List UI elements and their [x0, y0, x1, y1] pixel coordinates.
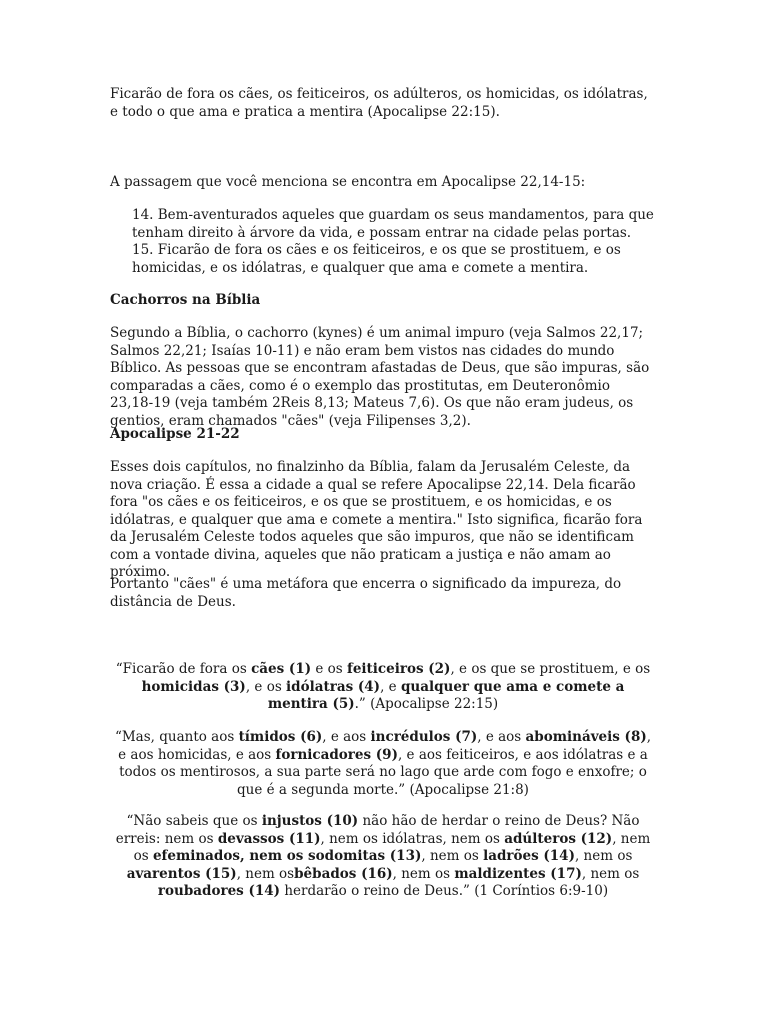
conclusion-paragraph: Portanto "cães" é uma metáfora que encerra o significado da impureza, do distância de Deus.	[110, 576, 622, 610]
quote-text: , nem os	[392, 865, 455, 882]
quote-emphasis: cães (1)	[251, 661, 312, 677]
quote-emphasis: efeminados, nem os sodomitas (13)	[152, 848, 422, 864]
quote-text: “Mas, quanto aos	[114, 729, 239, 745]
quote-emphasis: qualquer que ama e comete a mentira (5)	[267, 678, 625, 712]
quote-emphasis: ladrões (14)	[483, 848, 575, 864]
quote-emphasis: avarentos (15)	[126, 865, 237, 882]
section-title-cachorros: Cachorros na Bíblia	[110, 292, 261, 308]
quote-emphasis: devassos (11)	[217, 830, 321, 847]
quote-text: , e os que se prostituem, e os	[450, 661, 651, 677]
quote-text: , e	[380, 678, 401, 695]
quote-text: , nem os	[581, 865, 640, 882]
quote-emphasis: roubadores (14)	[157, 883, 281, 899]
quote-emphasis: bêbados (16)	[294, 865, 393, 882]
quote-text: não hão de herdar o reino de Deus? Não erreis: nem os	[115, 813, 640, 847]
verse-14: 14. Bem-aventurados aqueles que guardam os seus mandamentos, para que tenham direito à árvore da vida, e possam entrar na cidade pelas portas.	[132, 207, 654, 241]
quote-text: , nem os idólatras, nem os	[320, 830, 505, 847]
quote-emphasis: adúlteros (12)	[504, 830, 613, 847]
quote-apocalipse-21-8	[110, 729, 656, 799]
quote-text: , e os	[245, 678, 287, 695]
passage-intro: A passagem que você menciona se encontra em Apocalipse 22,14-15:	[110, 174, 586, 190]
section-body-cachorros: Segundo a Bíblia, o cachorro (kynes) é um animal impuro (veja Salmos 22,17; Salmos 22,21; Isaías 10-11) e não eram bem vistos nas cidades do mundo Bíblico. As pessoas que se encontram afastadas de Deus, que são impuras, são comparadas a cães, como é o exemplo das prostitutas, em Deuteronômio 23,18-19 (veja também 2Reis 8,13; Mateus 7,6). Os que não eram judeus, os gentios, eram chamados "cães" (veja Filipenses 3,2).	[110, 325, 650, 429]
quote-emphasis: feiticeiros (2)	[347, 661, 451, 677]
quote-text: , e aos feiticeiros, e aos idólatras e a todos os mentirosos, a sua parte será no lago que arde com fogo e enxofre; o que é a segunda morte.” (Apocalipse 21:8)	[119, 746, 648, 798]
quote-text: “Ficarão de fora os	[115, 661, 252, 677]
quote-emphasis: tímidos (6)	[238, 729, 323, 745]
quote-text: , nem os	[421, 848, 484, 864]
quote-emphasis: maldizentes (17)	[454, 865, 582, 882]
quote-text: e os	[311, 661, 348, 677]
intro-paragraph: Ficarão de fora os cães, os feiticeiros, os adúlteros, os homicidas, os idólatras, e todo o que ama e pratica a mentira (Apocalipse 22:15).	[110, 86, 648, 120]
quote-text: “Não sabeis que os	[126, 813, 262, 829]
quote-emphasis: idólatras (4)	[286, 678, 381, 695]
quote-text: , e aos	[477, 729, 526, 745]
quote-emphasis: injustos (10)	[261, 813, 359, 829]
verse-15: 15. Ficarão de fora os cães e os feiticeiros, e os que se prostituem, e os homicidas, e os idólatras, e qualquer que ama e comete a mentira.	[132, 242, 621, 276]
section-body-apocalipse: Esses dois capítulos, no finalzinho da Bíblia, falam da Jerusalém Celeste, da nova criação. É essa a cidade a qual se refere Apocalipse 22,14. Dela ficarão fora "os cães e os feiticeiros, e os que se prostituem, e os homicidas, e os idólatras, e qualquer que ama e comete a mentira." Isto significa, ficarão fora da Jerusalém Celeste todos aqueles que são impuros, que não se identificam com a vontade divina, aqueles que não praticam a justiça e não amam ao próximo.	[110, 459, 643, 580]
quote-text: , e aos	[322, 729, 371, 745]
quote-text: , nem os	[133, 830, 651, 864]
section-title-apocalipse: Apocalipse 21-22	[110, 426, 240, 442]
quote-apocalipse-22-15	[110, 661, 656, 714]
verse-list	[132, 207, 656, 277]
quote-text: herdarão o reino de Deus.” (1 Coríntios 6:9-10)	[280, 883, 609, 899]
quote-emphasis: homicidas (3)	[141, 678, 246, 695]
quote-emphasis: abomináveis (8)	[525, 729, 647, 745]
quote-1-corintios-6-9	[110, 813, 656, 901]
quote-emphasis: incrédulos (7)	[370, 729, 478, 745]
quote-text: , e aos homicidas, e aos	[118, 729, 652, 763]
quote-text: .” (Apocalipse 22:15)	[354, 696, 499, 712]
quote-emphasis: fornicadores (9)	[275, 746, 398, 763]
quote-text: , nem os	[236, 865, 295, 882]
quote-text: , nem os	[574, 848, 633, 864]
